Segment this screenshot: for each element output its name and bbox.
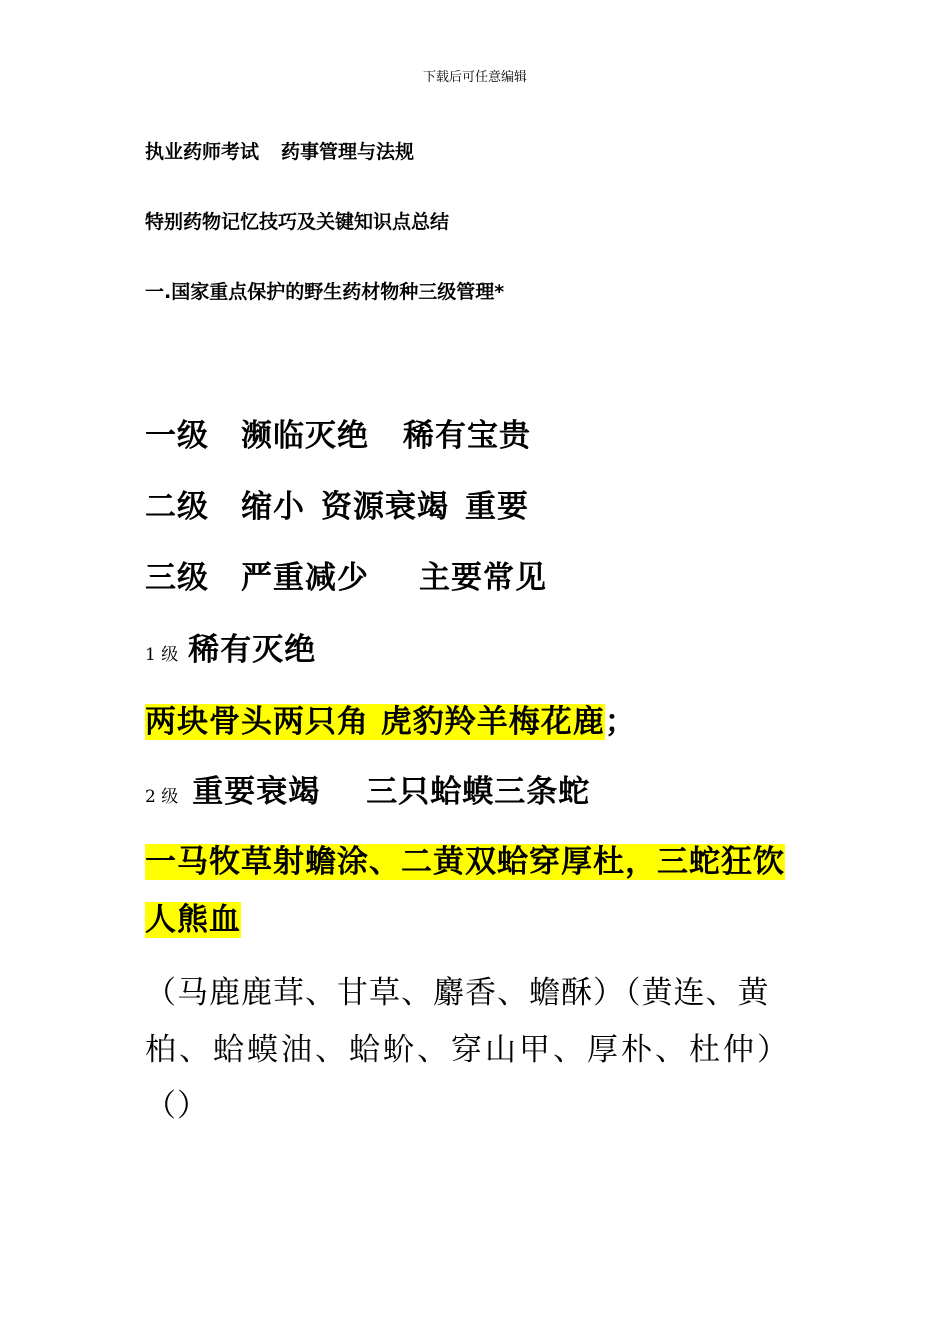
title-exam-left: 执业药师考试 xyxy=(145,141,260,163)
level3-row xyxy=(145,552,547,597)
title-summary: 特别药物记忆技巧及关键知识点总结 xyxy=(145,211,450,233)
page-header: 下载后可任意编辑 xyxy=(422,70,527,85)
level3-desc2: 主要常见 xyxy=(419,560,547,596)
mnemonic1-tail: ； xyxy=(604,704,637,740)
section-heading: 一.国家重点保护的野生药材物种三级管理* xyxy=(145,281,505,303)
mnemonic2-line2-text: 人熊血 xyxy=(145,902,241,938)
mnemonic2-line1-text: 一马牧草射蟾涂、二黄双蛤穿厚杜，三蛇狂饮 xyxy=(145,844,785,880)
grade1-text: 稀有灭绝 xyxy=(188,632,317,668)
level3-label: 三级 xyxy=(145,560,209,596)
mnemonic2-line2 xyxy=(145,894,241,939)
level1-row xyxy=(145,410,531,455)
level1-label: 一级 xyxy=(145,418,209,454)
explanation-line3: （） xyxy=(145,1088,209,1124)
level1-desc1: 濒临灭绝 xyxy=(241,418,369,454)
title-exam-right: 药事管理与法规 xyxy=(281,141,415,163)
grade1-row xyxy=(145,624,316,669)
grade2-number: 2 级 xyxy=(145,787,179,807)
grade1-number: 1 级 xyxy=(145,645,179,665)
title-exam xyxy=(145,137,414,164)
grade2-text1: 重要衰竭 xyxy=(192,774,321,810)
grade2-text2: 三只蛤蟆三条蛇 xyxy=(366,774,591,810)
mnemonic1-highlight: 两块骨头两只角 虎豹羚羊梅花鹿 xyxy=(145,704,605,740)
level2-desc2: 资源衰竭 xyxy=(321,489,449,525)
level2-desc3: 重要 xyxy=(465,489,529,525)
mnemonic2-line1 xyxy=(145,836,785,881)
grade2-row xyxy=(145,766,590,811)
level2-label: 二级 xyxy=(145,489,209,525)
level2-row xyxy=(145,481,529,526)
level1-desc2: 稀有宝贵 xyxy=(403,418,531,454)
level2-desc1: 缩小 xyxy=(241,489,305,525)
level3-desc1: 严重减少 xyxy=(241,560,369,596)
explanation-line1: （马鹿鹿茸、甘草、麝香、蟾酥）（黄连、黄 xyxy=(145,975,770,1011)
explanation-line2: 柏、蛤蟆油、蛤蚧、穿山甲、厚朴、杜仲） xyxy=(145,1032,791,1068)
mnemonic1-row xyxy=(145,696,637,741)
